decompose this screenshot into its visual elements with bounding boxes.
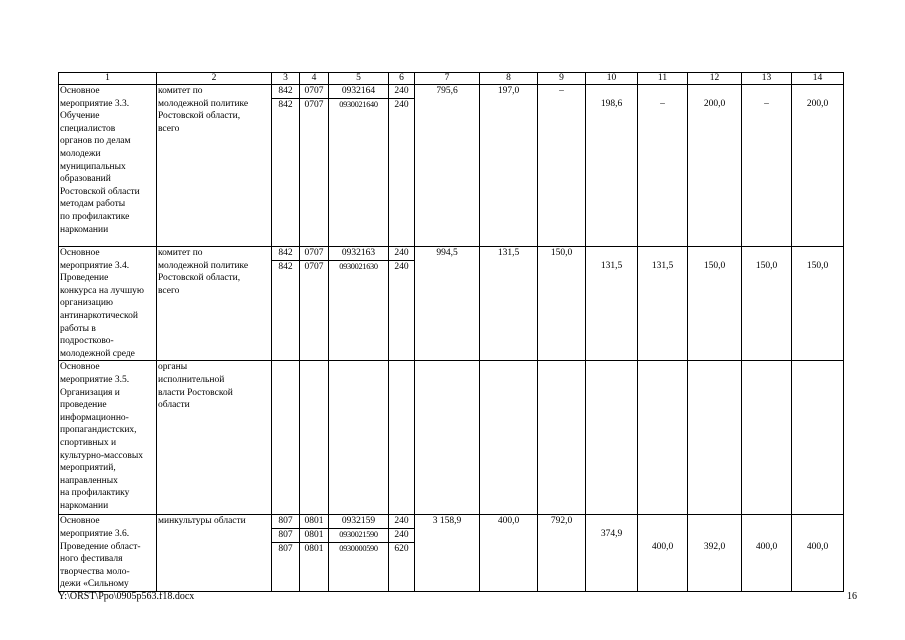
value-cell-c14 [792,85,844,247]
cell-line: 842 [272,247,299,261]
activity-name-cell [59,247,157,361]
cell-line: всего [158,285,180,296]
header-cell: 5 [329,73,389,85]
cell-line: Основное [60,362,100,373]
cell-line: 795,6 [436,86,458,96]
cell-line: 0930021630 [339,261,378,271]
cell-line [639,247,686,260]
header-cell: 10 [586,73,638,85]
cell-line: власти Ростовской [158,387,233,398]
cell-line [639,528,686,541]
cell-line: 131,5 [497,248,520,258]
cell-line [793,528,842,541]
cell-line: ного фестиваля [60,554,123,565]
executor-cell [157,85,272,247]
cell-line: 150,0 [755,260,778,271]
cell-line: 198,6 [600,98,623,109]
budget-table [58,72,844,592]
cell-line: 0707 [304,99,324,110]
cell-line [639,515,686,528]
value-cell-c10 [586,361,638,515]
value-cell-c5 [329,515,389,592]
cell-line: комитет по [158,86,203,96]
cell-line [743,515,790,528]
value-cell-c4 [300,85,329,247]
cell-line: информационно- [60,412,129,423]
cell-line: 842 [272,85,299,99]
cell-line: 131,5 [600,260,623,271]
cell-line: 0801 [304,543,324,554]
cell-line [793,85,842,98]
cell-line: наркомании [60,224,109,235]
value-cell-c4 [300,247,329,361]
cell-line: 240 [389,529,414,543]
cell-line: работы в [60,323,96,334]
cell-line: Основное [60,516,100,527]
cell-line [743,85,790,98]
cell-line: органы [158,362,188,373]
header-cell: 13 [742,73,792,85]
cell-line: мероприятий, [60,463,116,474]
value-cell-c9 [538,361,586,515]
cell-line: 0707 [300,85,328,99]
value-cell-c12 [688,515,742,592]
value-cell-c8 [480,361,538,515]
cell-line: Основное [60,248,100,258]
cell-line: 240 [394,261,409,272]
executor-cell [157,361,272,515]
cell-line: Основное [60,86,100,96]
activity-name-cell [59,85,157,247]
value-cell-c13 [742,361,792,515]
cell-line: творчества моло- [60,566,130,577]
cell-line [689,247,740,260]
value-cell-c14 [792,515,844,592]
activity-name-cell [59,361,157,515]
cell-line: 400,0 [651,541,674,552]
cell-line: 131,5 [651,260,674,271]
cell-line: конкурса на лучшую [60,285,144,296]
cell-line: молодежной политике [158,260,249,271]
cell-line: организацию [60,298,114,309]
cell-line: 792,0 [550,516,573,527]
cell-line: мероприятие 3.6. [60,528,130,539]
cell-line: мероприятие 3.5. [60,374,130,385]
cell-line [587,85,636,98]
cell-line: на профилактику [60,488,130,499]
executor-cell [157,515,272,592]
value-cell-c7 [415,361,480,515]
value-cell-c5 [329,361,389,515]
value-cell-c7 [415,247,480,361]
cell-line: Организация и [60,387,120,398]
value-cell-c4 [300,361,329,515]
value-cell-c6 [389,247,415,361]
value-cell-c9 [538,515,586,592]
cell-line [587,515,636,528]
value-cell-c13 [742,247,792,361]
value-cell-c3 [272,85,300,247]
value-cell-c5 [329,85,389,247]
cell-line: Ростовской области, [158,273,241,284]
cell-line: 807 [272,515,299,529]
cell-line: – [660,98,665,109]
cell-line: комитет по [158,248,203,258]
cell-line: 3 158,9 [432,516,462,527]
value-cell-c9 [538,247,586,361]
cell-line: культурно-массовых [60,450,144,461]
header-cell: 11 [638,73,688,85]
cell-line: спортивных и [60,437,117,448]
cell-line: – [764,98,769,109]
value-cell-c4 [300,515,329,592]
value-cell-c8 [480,515,538,592]
value-cell-c8 [480,85,538,247]
cell-line [793,247,842,260]
file-path: Y:\ORST\Ppo\0905p563.f18.docx [58,591,195,602]
cell-line: 240 [394,99,409,110]
page-number: 16 [847,591,857,602]
header-row [59,73,844,85]
cell-line: 0932164 [329,85,388,99]
value-cell-c12 [688,85,742,247]
cell-line: молодежной политике [158,98,249,109]
cell-line: 0930021640 [339,99,378,109]
header-cell: 4 [300,73,329,85]
cell-line: Проведение [60,273,109,284]
table-row [59,515,844,592]
value-cell-c12 [688,361,742,515]
value-cell-c14 [792,247,844,361]
table-row [59,247,844,361]
cell-line: Обучение [60,111,100,122]
value-cell-c6 [389,515,415,592]
header-cell: 7 [415,73,480,85]
value-cell-c5 [329,247,389,361]
cell-line: 150,0 [550,248,573,258]
cell-line: 0932159 [329,515,388,529]
cell-line: области [158,400,190,411]
cell-line: 807 [272,529,299,543]
cell-line: 197,0 [497,86,520,96]
cell-line: наркомании [60,500,109,511]
cell-line: Проведение област- [60,541,141,552]
cell-line: 200,0 [806,98,829,109]
value-cell-c6 [389,361,415,515]
cell-line: специалистов [60,123,116,134]
cell-line: 374,9 [600,528,623,539]
value-cell-c3 [272,515,300,592]
cell-line: образований [60,174,111,185]
cell-line [689,515,740,528]
cell-line: всего [158,123,180,134]
cell-line: пропагандистских, [60,425,137,436]
cell-line: 842 [278,261,293,272]
value-cell-c13 [742,515,792,592]
value-cell-c11 [638,361,688,515]
cell-line: методам работы [60,199,126,210]
value-cell-c11 [638,85,688,247]
cell-line: 0930000590 [339,543,378,553]
value-cell-c10 [586,515,638,592]
cell-line [639,85,686,98]
cell-line: мероприятие 3.4. [60,260,130,271]
cell-line [689,528,740,541]
value-cell-c12 [688,247,742,361]
value-cell-c8 [480,247,538,361]
cell-line: 400,0 [755,541,778,552]
cell-line: направленных [60,475,118,486]
cell-line: 0801 [300,529,328,543]
cell-line: минкультуры области [158,516,246,527]
cell-line: – [559,86,564,96]
cell-line: антинаркотической [60,310,138,321]
value-cell-c13 [742,85,792,247]
cell-line: 842 [278,99,293,110]
cell-line: 620 [394,543,409,554]
value-cell-c11 [638,247,688,361]
cell-line: молодежной среде [60,348,135,359]
header-cell: 1 [59,73,157,85]
header-cell: 8 [480,73,538,85]
cell-line: 0707 [300,247,328,261]
cell-line: 240 [389,515,414,529]
cell-line: 392,0 [703,541,726,552]
cell-line [587,247,636,260]
cell-line: 150,0 [806,260,829,271]
cell-line: 807 [278,543,293,554]
executor-cell [157,247,272,361]
cell-line: 240 [389,247,414,261]
cell-line: 0801 [300,515,328,529]
cell-line: молодежи [60,148,101,159]
cell-line: 150,0 [703,260,726,271]
cell-line: Ростовской области, [158,111,241,122]
cell-line: проведение [60,400,107,411]
value-cell-c14 [792,361,844,515]
cell-line: 400,0 [497,516,520,527]
header-cell: 9 [538,73,586,85]
cell-line: муниципальных [60,161,126,172]
value-cell-c7 [415,515,480,592]
cell-line: дежи «Сильному [60,579,129,590]
cell-line: Ростовской области [60,186,140,197]
cell-line [743,247,790,260]
cell-line: исполнительной [158,374,225,385]
value-cell-c3 [272,247,300,361]
cell-line: 400,0 [806,541,829,552]
cell-line: 240 [389,85,414,99]
header-cell: 6 [389,73,415,85]
header-cell: 2 [157,73,272,85]
cell-line [793,515,842,528]
cell-line: 200,0 [703,98,726,109]
value-cell-c3 [272,361,300,515]
header-cell: 12 [688,73,742,85]
cell-line: 0932163 [329,247,388,261]
cell-line [743,528,790,541]
cell-line: по профилактике [60,211,130,222]
value-cell-c9 [538,85,586,247]
value-cell-c6 [389,85,415,247]
value-cell-c7 [415,85,480,247]
cell-line: органов по делам [60,136,131,147]
header-cell: 14 [792,73,844,85]
cell-line: 0707 [304,261,324,272]
activity-name-cell [59,515,157,592]
value-cell-c11 [638,515,688,592]
cell-line: мероприятие 3.3. [60,98,130,109]
value-cell-c10 [586,247,638,361]
cell-line: подростково- [60,336,114,347]
table-row [59,361,844,515]
cell-line: 994,5 [436,248,458,258]
cell-line: 0930021590 [329,529,388,543]
cell-line [689,85,740,98]
header-cell: 3 [272,73,300,85]
table-row [59,85,844,247]
value-cell-c10 [586,85,638,247]
